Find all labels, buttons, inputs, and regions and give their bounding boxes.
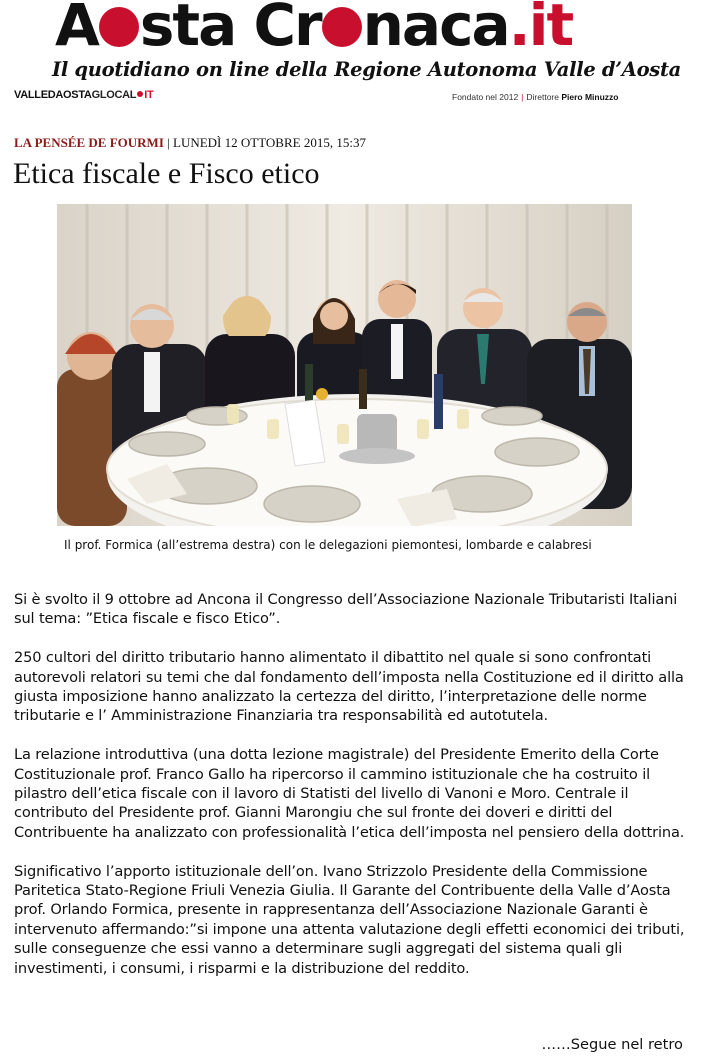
logo-red-dot-o [99, 7, 139, 47]
photo-caption: Il prof. Formica (all’estrema destra) con le delegazioni piemontesi, lombarde e calabresi [64, 538, 592, 552]
site-logo[interactable]: A sta Cr naca.it [55, 0, 573, 59]
masthead [0, 0, 709, 110]
network-logo[interactable]: VALLEDAOSTAGLOCAL IT [14, 89, 154, 101]
article-paragraph: La relazione introduttiva (una dotta lezione magistrale) del Presidente Emerito della Corte Costituzionale prof. Franco Gallo ha ripercorso il cammino istituzionale che ha costruito il pilastro dell’etica fiscale con il lavoro di Statisti del livello di Vanoni e Moro. Centrale il contributo del Presidente prof. Gianni Marongiu che sul fronte dei doveri e diritti del Contribuente ha analizzato con professionalità l’etica dell’imposta nel pensiero della dottrina. [14, 746, 685, 841]
article-paragraph: Significativo l’apporto istituzionale dell’on. Ivano Strizzolo Presidente della Commissione Paritetica Stato-Regione Friuli Venezia Giulia. Il Garante del Contribuente della Valle d’Aosta prof. Orlando Formica, presente in rappresentanza dell’Associazione Nazionale Garanti è intervenuto affermando:”si impone una attenta valutazione degli effetti economici dei tributi, sulle conseguenze che essi vanno a determinare sugli aggregati del sistema quali gli investimenti, i consumi, i risparmi e la distribuzione del reddito. [14, 862, 685, 977]
article-paragraph: Si è svolto il 9 ottobre ad Ancona il Congresso dell’Associazione Nazionale Tributaristi Italiani sul tema: ”Etica fiscale e fisco Etico”. [14, 591, 678, 628]
article-byline: LA PENSÉE DE FOURMI | LUNEDÌ 12 OTTOBRE 2015, 15:37 [14, 135, 366, 150]
network-dot-icon [137, 91, 143, 97]
article-photo [57, 204, 632, 526]
site-tagline: Il quotidiano on line della Regione Autonoma Valle d’Aosta [52, 58, 682, 81]
article-body [14, 590, 694, 997]
article-title: Etica fiscale e Fisco etico [13, 157, 320, 190]
article-section[interactable]: LA PENSÉE DE FOURMI [14, 135, 164, 150]
continue-note: ……Segue nel retro [541, 1036, 683, 1053]
article-paragraph: 250 cultori del diritto tributario hanno alimentato il dibattito nel quale si sono confrontati autorevoli relatori su temi che dal fondamento dell’imposta nella Costituzione ed il diritto alla giusta imposizione hanno analizzato la certezza del diritto, l’interpretazione delle norme tributarie e l’ Amministrazione Finanziaria tra responsabilità ed autotutela. [14, 649, 684, 725]
founded-info: Fondato nel 2012 | Direttore Piero Minuzzo [452, 92, 619, 102]
group-photo-illustration [57, 204, 632, 526]
article-date: LUNEDÌ 12 OTTOBRE 2015, 15:37 [173, 135, 366, 150]
logo-red-dot-o [322, 7, 362, 47]
